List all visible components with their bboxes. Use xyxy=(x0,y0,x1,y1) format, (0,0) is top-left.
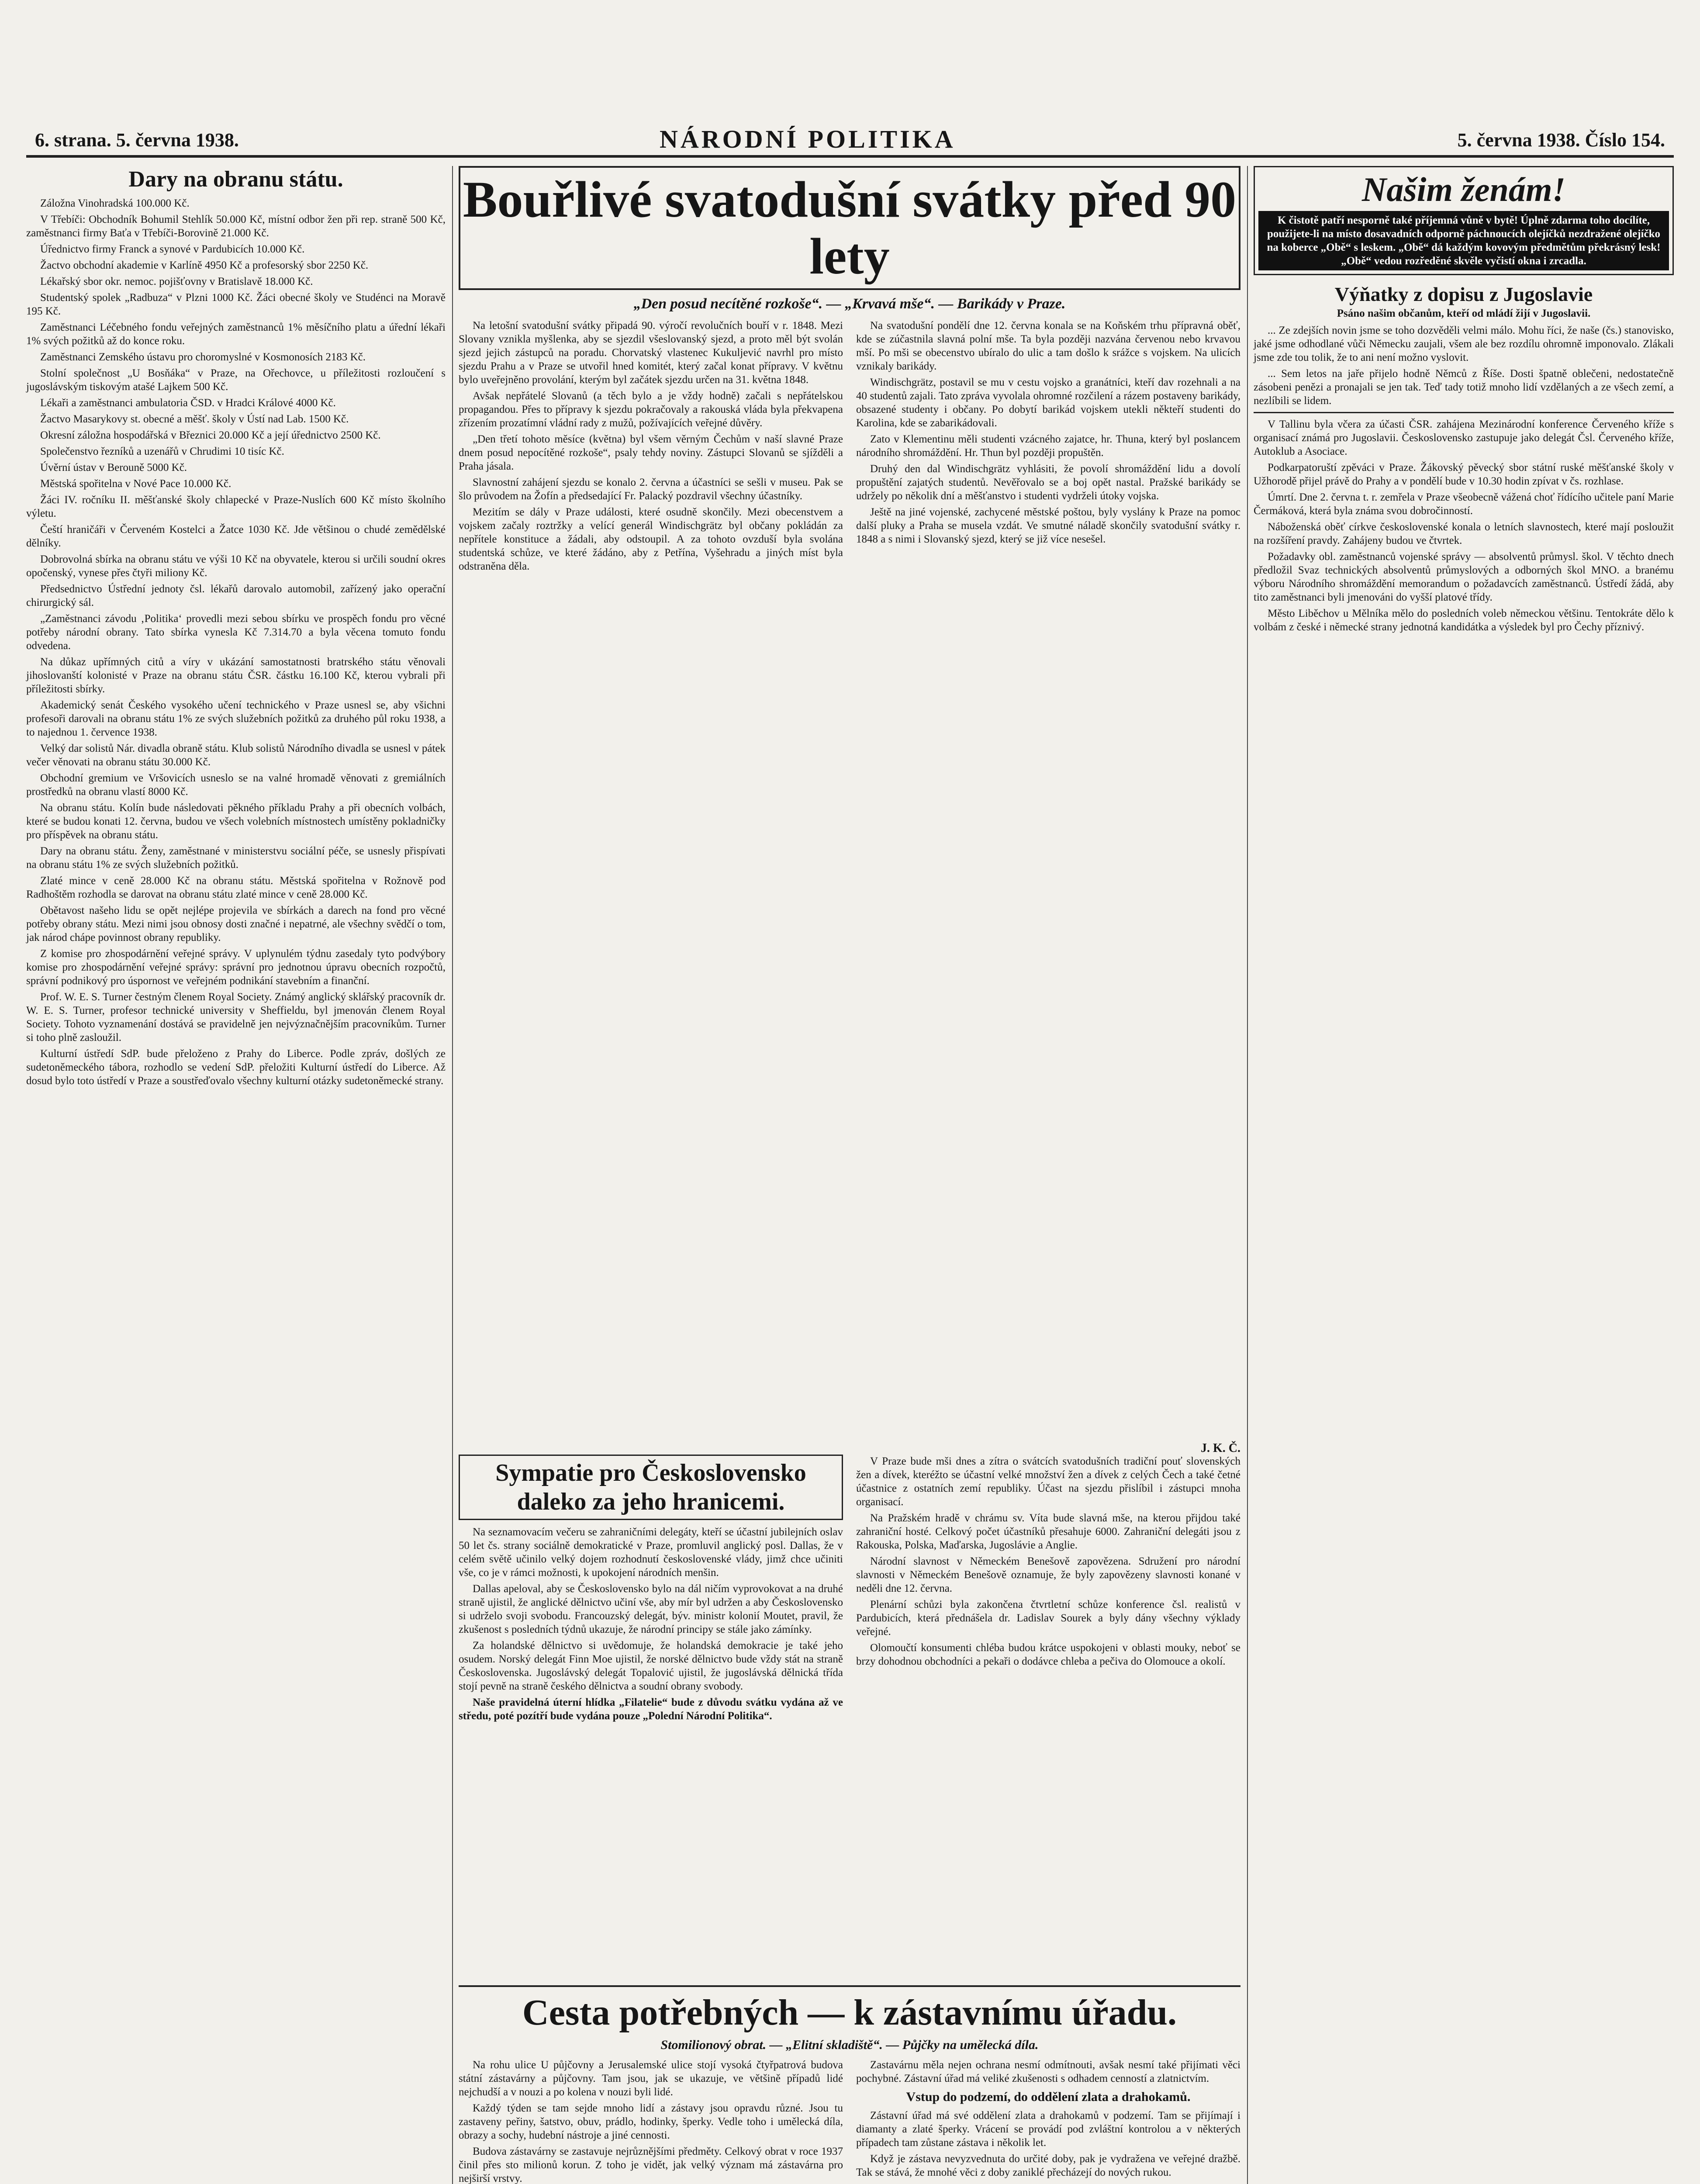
filatelie-note: Naše pravidelná úterní hlídka „Filatelie“ bude z důvodu svátku vydána až ve středu, poté pozítří bude vydána pouze „Polední Národní Politika“. xyxy=(459,1697,843,1722)
news-item-paragraph: Olomoučtí konsumenti chléba budou krátce uspokojeni v oblasti mouky, neboť se brzy dohodnou obchodníci a pekaři o dodávce chleba a pečiva do Olomouce a okolí. xyxy=(856,1642,1240,1667)
pawnshop-subheading: Vstup do podzemí, do oddělení zlata a drahokamů. xyxy=(906,2090,1191,2104)
donation-paragraph: Záložna Vinohradská 100.000 Kč. xyxy=(40,197,190,209)
main-story-paragraph: Windischgrätz, postavil se mu v cestu vojsko a granátníci, kteří dav rozehnali a na 40 studentů zajali. Tato zpráva vyvolala ohromné rozčilení a rázem postaveny barikády, obsazené studenty i občany. Po dobytí barikád vojskem utekli někteří studenti do Karolina, kde se zabarikádovali. xyxy=(856,377,1240,429)
donation-paragraph: Na důkaz upřímných citů a víry v ukázání samostatnosti bratrského státu věnovali jihoslovanští kolonisté v Praze na obranu státu ČSR. částku 16.100 Kč, kterou vybrali při příležitosti sbírky. xyxy=(26,656,446,695)
right-item-paragraph: V Tallinu byla včera za účasti ČSR. zahájena Mezinárodní konference Červeného kříže s organisací známá pro Jugoslavii. Československo zastupuje jako delegát Čsl. Červeného kříže, Autoklub a Asociace. xyxy=(1254,418,1674,457)
main-story-paragraph: Druhý den dal Windischgrätz vyhlásiti, že povolí shromáždění lidu a dovolí propuštění zajatých studentů. Nevěřovalo se a boj opět nastal. Pražské barikády se udržely po několik dní a měšťanstvo i studenti vydrželi útoky vojska. xyxy=(856,463,1240,502)
donation-paragraph: Čeští hraničáři v Červeném Kostelci a Žatce 1030 Kč. Jde většinou o chudé zemědělské dělníky. xyxy=(26,524,446,549)
column-rule xyxy=(452,166,453,2184)
main-story-paragraph: Avšak nepřátelé Slovanů (a těch bylo a je vždy hodně) začali s nepřátelskou propagandou. Přes to přípravy k sjezdu pokračovaly a rakouská vláda byla překvapena zřízením prozatímní vládní rady z mužů, požívajících veřejné důvěry. xyxy=(459,390,843,429)
sympathy-article xyxy=(459,1455,843,1979)
pawnshop-body xyxy=(459,2058,1240,2184)
main-story-paragraph: Na svatodušní pondělí dne 12. června konala se na Koňském trhu přípravná oběť, kde se zúčastnila slavná polní mše. Ta byla později nazvána červenou nebo krvavou mší. Po mši se obecenstvo ubíralo do ulic a tam došlo k srážce s vojskem. Na ulicích vznikaly barikády. xyxy=(856,320,1240,372)
donation-paragraph: Stolní společnost „U Bosňáka“ v Praze, na Ořechovce, u příležitosti rozloučení s jugoslávským tiskovým atašé Lajkem 500 Kč. xyxy=(26,367,446,393)
donation-paragraph: Zaměstnanci Léčebného fondu veřejných zaměstnanců 1% měsíčního platu a úřední lékaři 1% svých požitků až do konce roku. xyxy=(26,321,446,347)
pawnshop-paragraph: Každý týden se tam sejde mnoho lidí a zástavy jsou opravdu různé. Jsou tu zastaveny peřiny, šatstvo, obuv, prádlo, hodinky, šperky. Vedle toho i umělecká díla, obrazy a sochy, hudební nástroje a jiné cennosti. xyxy=(459,2102,843,2141)
right-item-paragraph: Město Liběchov u Mělníka mělo do posledních voleb německou většinu. Tentokráte dělo k volbám z české i německé strany jednotná kandidátka a výsledek byl pro Čechy příznivý. xyxy=(1254,608,1674,633)
donation-paragraph: Velký dar solistů Nár. divadla obraně státu. Klub solistů Národního divadla se usnesl v pátek večer věnovati na obranu státu 30.000 Kč. xyxy=(26,743,446,768)
donation-paragraph: Na obranu státu. Kolín bude následovati pěkného příkladu Prahy a při obecních volbách, které se budou konati 12. června, budou ve všech volebních místnostech umístěny pokladničky pro příspěvek na obranu státu. xyxy=(26,802,446,841)
donation-paragraph: Žáci IV. ročníku II. měšťanské školy chlapecké v Praze-Nuslích 600 Kč místo školního výletu. xyxy=(26,494,446,519)
donation-paragraph: Prof. W. E. S. Turner čestným členem Royal Society. Známý anglický sklářský pracovník dr. W. E. S. Turner, profesor technické university v Sheffieldu, byl jmenován členem Royal Society. Tohoto vyznamenání dostává se pravidelně jen nejvýznačnějším pracovníkům. Turner si toho plně zasloužil. xyxy=(26,991,446,1044)
pawnshop-article xyxy=(459,1992,1240,2184)
letter-paragraph: ... Ze zdejších novin jsme se toho dozvěděli velmi málo. Mohu říci, že naše (čs.) stanovisko, jaké jsme odhodlané vůči Německu zaujali, všem ale bez rozdílu ohromně imponovalo. Zlákali jsme zde tou tolik, že to ani není možno vyslovit. xyxy=(1254,325,1674,363)
donation-paragraph: Okresní záložna hospodářská v Březnici 20.000 Kč a její úřednictvo 2500 Kč. xyxy=(40,429,381,441)
column-rule xyxy=(1247,166,1248,2184)
issue-info: 5. června 1938. Číslo 154. xyxy=(1457,129,1665,151)
main-headline: Bouřlivé svatodušní svátky před 90 lety xyxy=(459,166,1240,290)
page-label: 6. strana. 5. června 1938. xyxy=(35,129,239,151)
section-rule xyxy=(459,1985,1240,1987)
column-donations xyxy=(26,166,446,2184)
sympathy-paragraph: Na seznamovacím večeru se zahraničními delegáty, kteří se účastní jubilejních oslav 50 let čs. strany sociálně demokratické v Praze, promluvil anglický posl. Dallas, že v celém světě učinilo velký dojem rozhodnutí československé vlády, jimž chce učiniti vše, co je v rámci možnosti, k upokojení národních menšin. xyxy=(459,1526,843,1579)
pawnshop-paragraph: Budova zástavárny se zastavuje nejrůznějšími předměty. Celkový obrat v roce 1937 činil přes sto milionů korun. Z toho je vidět, jak velký význam má zástavárna pro nejširší vrstvy. xyxy=(459,2146,843,2184)
right-news-items xyxy=(1254,418,1674,1728)
news-items-list xyxy=(856,1455,1240,1668)
news-item-paragraph: Národní slavnost v Německém Benešově zapovězena. Sdružení pro národní slavnosti v Německém Benešově oznamuje, že byly zapovězeny slavnosti konané v neděli dne 12. června. xyxy=(856,1555,1240,1594)
donation-paragraph: Z komise pro zhospodárnění veřejné správy. V uplynulém týdnu zasedaly tyto podvýbory komise pro zhospodárnění veřejné správy: správní pro jednotnou úpravu obecních rozpočtů, správní podnikový pro úspornost ve veřejném podnikání stavebním a finanční. xyxy=(26,948,446,987)
donations-heading: Dary na obranu státu. xyxy=(128,167,343,192)
ad-nasim-zenam xyxy=(1254,166,1674,275)
main-story-paragraph: Na letošní svatodušní svátky připadá 90. výročí revolučních bouří v r. 1848. Mezi Slovany vznikla myšlenka, aby se sjezdil všeslovanský sjezd, a proto měl být svolán sjezd jejich zástupců na poradu. Chorvatský vlastenec Kukuljević navrhl pro místo sjezdu Prahu a v Praze se utvořil hned komitét, který začal konat přípravy. V květnu bylo uveřejněno provolání, kterým byl začátek sjezdu určen na 31. května 1848. xyxy=(459,320,843,386)
pawnshop-paragraph: Na rohu ulice U půjčovny a Jerusalemské ulice stojí vysoká čtyřpatrová budova státní zástavárny a půjčovny. Tam jsou, jak se ukazuje, ve většině případů lidé nejchudší a v nouzi a po kolena v nouzi byli lidé. xyxy=(459,2059,843,2098)
donation-paragraph: Kulturní ústředí SdP. bude přeloženo z Prahy do Liberce. Podle zpráv, došlých ze sudetoněmeckého tábora, rozhodlo se vedení SdP. přeložiti Kulturní ústředí do Liberce. Až dosud bylo toto ústředí v Praze a soustřeďovalo všechny kulturní otázky sudetoněmecké strany. xyxy=(26,1048,446,1087)
sympathy-paragraph: Dallas apeloval, aby se Československo bylo na dál ničím vyprovokovat a na druhé straně ujistil, že anglické dělnictvo učiní vše, aby mír byl udržen a aby Československo si udrželo svoji svobodu. Francouzský delegát, býv. ministr kolonií Moutet, pravil, že zkušenost s posledních týdnů ukazuje, že národní principy se stále jako zámínky. xyxy=(459,1583,843,1635)
right-item-paragraph: Náboženská oběť církve československé konala o letních slavnostech, které mají posloužit na rozšíření pravdy. Zahájeny budou ve čtvrtek. xyxy=(1254,521,1674,546)
column-right xyxy=(1254,166,1674,2184)
pawnshop-paragraph: Zástavní úřad má své oddělení zlata a drahokamů v podzemí. Tam se přijímají i diamanty a zlaté šperky. Vrácení se provádí pod zvláštní kontrolou a v některých případech tam zůstane zástava i několik let. xyxy=(856,2110,1240,2149)
pawnshop-paragraph: Zastavárnu měla nejen ochrana nesmí odmítnouti, avšak nesmí také přijímati věci pochybné. Zástavní úřad má veliké zkušenosti s odhadem cenností a zlatnictvím. xyxy=(856,2059,1240,2084)
column-news-items xyxy=(856,1455,1240,1979)
letter-paragraph: ... Sem letos na jaře přijelo hodně Němců z Říše. Dosti špatně oblečeni, nedostatečně zásobeni penězi a pronajali se jen tak. Teď tady totiž mnoho lidí vzdělaných a ze všech zemí, a nezlíbili se lidem. xyxy=(1254,368,1674,407)
donation-paragraph: Akademický senát Českého vysokého učení technického v Praze usnesl se, aby všichni profesoři darovali na obranu státu 1% ze svých služebních požitků za druhého půl roku 1938, a to najednou 1. července 1938. xyxy=(26,699,446,738)
main-body xyxy=(459,319,1240,1441)
main-story-paragraph: Mezitím se dály v Praze události, které osudně skončily. Mezi obecenstvem a vojskem začaly roztržky a velící generál Windischgrätz byl občany pokládán za nepřítele konstituce a žádali, aby odstoupil. A za tohoto ovzduší byla svolána studentská schůze, ve které žádáno, aby z Petřína, Vyšehradu a jiných míst byla odstraněna děla. xyxy=(459,506,843,572)
news-item-paragraph: V Praze bude mši dnes a zítra o svátcích svatodušních tradiční pouť slovenských žen a dívek, kteréžto se účastní velké množství žen a dívek z celých Čech a také četné účastnice z ostatních zemí republiky. Účast na sjezdu přislíbil i zástupci mnoha organisací. xyxy=(856,1455,1240,1508)
news-item-paragraph: Na Pražském hradě v chrámu sv. Víta bude slavná mše, na kterou přijdou také zahraniční hosté. Celkový počet účastníků přesahuje 6000. Zahraniční delegáti jsou z Rakouska, Polska, Maďarska, Jugoslávie a Anglie. xyxy=(856,1512,1240,1551)
main-subhead: „Den posud necítěné rozkoše“. — „Krvavá mše“. — Barikády v Praze. xyxy=(633,296,1066,312)
donations-list xyxy=(26,197,446,1088)
donation-paragraph: Zaměstnanci Zemského ústavu pro choromyslné v Kosmonosích 2183 Kč. xyxy=(40,351,366,363)
donation-paragraph: Městská spořitelna v Nové Pace 10.000 Kč. xyxy=(40,478,232,490)
donation-paragraph: Lékařský sbor okr. nemoc. pojišťovny v Bratislavě 18.000 Kč. xyxy=(40,276,313,287)
donation-paragraph: Žactvo Masarykovy st. obecné a měšť. školy v Ústí nad Lab. 1500 Kč. xyxy=(40,413,349,425)
donation-paragraph: Předsednictvo Ústřední jednoty čsl. lékařů darovalo automobil, zařízený jako operační chirurgický sál. xyxy=(26,583,446,608)
donation-paragraph: Žactvo obchodní akademie v Karlíně 4950 Kč a profesorský sbor 2250 Kč. xyxy=(40,259,369,271)
letter-heading: Výňatky z dopisu z Jugoslavie xyxy=(1334,283,1593,305)
main-story-paragraph: Ještě na jiné vojenské, zachycené městské poštou, byly vyslány k Praze na pomoc další pluky a Praha se musela vzdát. Ve smutné náladě skončily svatodušní svátky r. 1848 a s nimi i Slovanský sjezd, který se již více nesešel. xyxy=(856,506,1240,545)
right-item-paragraph: Úmrtí. Dne 2. června t. r. zemřela v Praze všeobecně vážená choť řídícího učitele paní Marie Čermáková, která byla známa svou dobročinností. xyxy=(1254,491,1674,517)
donation-paragraph: Úvěrní ústav v Berouně 5000 Kč. xyxy=(40,462,187,473)
masthead xyxy=(26,116,1674,158)
donation-paragraph: Obchodní gremium ve Vršovicích usneslo se na valné hromadě věnovati z gremiálních prostředků na obranu vlastí 8000 Kč. xyxy=(26,772,446,798)
sympathy-body xyxy=(459,1525,843,1693)
donation-paragraph: V Třebíči: Obchodník Bohumil Stehlík 50.000 Kč, místní odbor žen při rep. straně 500 Kč, zaměstnanci firmy Baťa v Třebíči-Borovině 21.000 Kč. xyxy=(26,214,446,239)
donation-paragraph: Dobrovolná sbírka na obranu státu ve výši 10 Kč na obyvatele, kterou si určili soudní okres opočenský, vynese přes čtyři miliony Kč. xyxy=(26,553,446,579)
newspaper-title: NÁRODNÍ POLITIKA xyxy=(660,125,956,153)
main-story-paragraph: Zato v Klementinu měli studenti vzácného zajatce, hr. Thuna, který byl poslancem národního shromáždění. Hr. Thun byl později propuštěn. xyxy=(856,433,1240,459)
news-item-paragraph: Plenární schůzi byla zakončena čtvrtletní schůze konference čsl. realistů v Pardubicích, která přednášela dr. Ladislav Sourek a byly dány všechny výklady veřejné. xyxy=(856,1599,1240,1638)
donation-paragraph: Studentský spolek „Radbuza“ v Plzni 1000 Kč. Žáci obecné školy ve Studénci na Moravě 195 Kč. xyxy=(26,292,446,317)
ad-headline: Našim ženám! xyxy=(1362,170,1565,208)
main-story-paragraph: Slavnostní zahájení sjezdu se konalo 2. června a účastníci se sešli v museu. Pak se šlo průvodem na Žofín a předsedající Fr. Palacký pozdravil všechny účastníky. xyxy=(459,477,843,502)
ad-text: K čistotě patří nesporně také příjemná vůně v bytě! Úplně zdarma toho docílíte, použijete-li na místo dosavadních odporně páchnoucích olejíčků nezdražené olejíčko na koberce „Obě“ s leskem. „Obě“ dá každým kovovým předmětům překrásný lesk! „Obě“ vedou rozředěné skvěle vyčistí okna i zrcadla. xyxy=(1258,211,1669,270)
donation-paragraph: „Zaměstnanci závodu ‚Politika‘ provedli mezi sebou sbírku ve prospěch fondu pro věcné potřeby národní obrany. Tato sbírka vynesla Kč 7.314.70 a byla věcena tomuto fondu odvedena. xyxy=(26,613,446,652)
donation-paragraph: Zlaté mince v ceně 28.000 Kč na obranu státu. Městská spořitelna v Rožnově pod Radhoštěm rozhodla se darovat na obranu státu zlaté mince v ceně 28.000 Kč. xyxy=(26,875,446,900)
right-item-paragraph: Podkarpatoruští zpěváci v Praze. Žákovský pěvecký sbor státní ruské měšťanské školy v Užhorodě přijel právě do Prahy a v pondělí bude v 10.30 hodin zpívat v čs. rozhlase. xyxy=(1254,462,1674,487)
item-rule xyxy=(1254,412,1674,413)
pawnshop-headline: Cesta potřebných — k zástavnímu úřadu. xyxy=(522,1992,1177,2033)
pawnshop-paras2 xyxy=(856,2109,1240,2179)
main-signature: J. K. Č. xyxy=(1201,1441,1240,1455)
main-story-paragraph: „Den třetí tohoto měsíce (května) byl všem věrným Čechům v naší slavné Praze dnem posud nepocítěné rozkoše“, psaly tehdy noviny. Zástupci Slovanů se sjížděli a Praha jásala. xyxy=(459,433,843,472)
donation-paragraph: Obětavost našeho lidu se opět nejlépe projevila ve sbírkách a darech na fond pro věcné potřeby obrany státu. Mezi nimi jsou obnosy dosti značné i nepatrné, ale všechny svědčí o tom, jak národ chápe povinnost obrany republiky. xyxy=(26,905,446,943)
letter-subheading: Psáno našim občanům, kteří od mládí žijí v Jugoslavii. xyxy=(1337,308,1591,319)
donation-paragraph: Dary na obranu státu. Ženy, zaměstnané v ministerstvu sociální péče, se usnesly přispívati na obranu státu 1% ze svých služebních požitků. xyxy=(26,845,446,871)
newspaper-page xyxy=(26,17,1674,2184)
right-item-paragraph: Požadavky obl. zaměstnanců vojenské správy — absolventů průmysl. škol. V těchto dnech předložil Svaz technických absolventů průmyslových a odborných škol MNO. a branému výboru Národního shromáždění memorandum o požadavcích zaměstnanců. Ústředí žádá, aby tito zaměstnanci byli jmenováni do vyšší platové třídy. xyxy=(1254,551,1674,603)
sympathy-headline: Sympatie pro Československo daleko za jeho hranicemi. xyxy=(459,1455,843,1520)
donation-paragraph: Lékaři a zaměstnanci ambulatoria ČSD. v Hradci Králové 4000 Kč. xyxy=(40,397,336,409)
main-story xyxy=(459,166,1240,1455)
letter-body xyxy=(1254,324,1674,408)
sympathy-paragraph: Za holandské dělnictvo si uvědomuje, že holandská demokracie je také jeho osudem. Norský delegát Finn Moe ujistil, že norské dělnictvo bude vždy stát na straně Československa. Jugoslávský delegát Topalović ujistil, že jugoslávská dělnická třída stojí pevně na straně českého dělnictva a soudní obrany svobody. xyxy=(459,1640,843,1692)
donation-paragraph: Úřednictvo firmy Franck a synové v Pardubicích 10.000 Kč. xyxy=(40,243,305,255)
pawnshop-paragraph: Když je zástava nevyzvednuta do určité doby, pak je vydražena ve veřejné dražbě. Tak se stává, že mnohé věci z doby zaniklé přecházejí do nových rukou. xyxy=(856,2153,1240,2178)
pawnshop-subhead: Stomilionový obrat. — „Elitní skladiště“. — Půjčky na umělecká díla. xyxy=(660,2038,1039,2052)
donation-paragraph: Společenstvo řezníků a uzenářů v Chrudimi 10 tisíc Kč. xyxy=(40,446,284,457)
